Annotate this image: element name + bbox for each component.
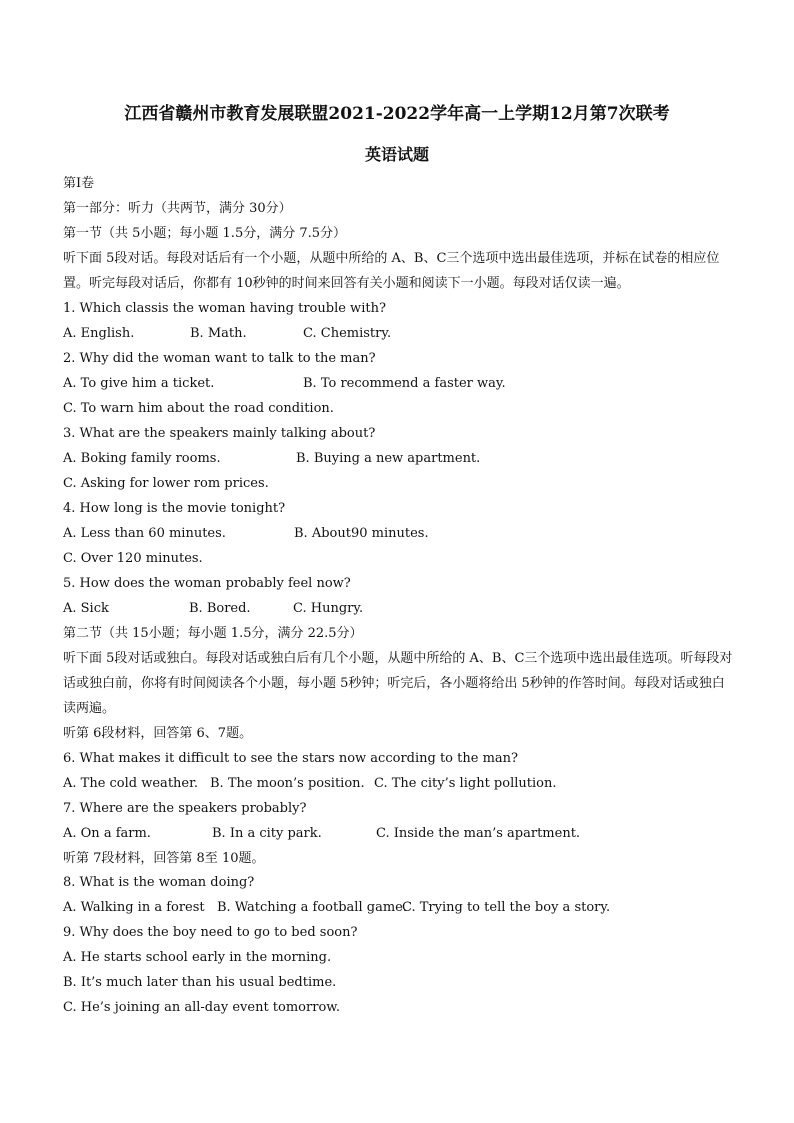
option-a: A. He starts school early in the morning. <box>63 950 332 965</box>
exam-subtitle: 英语试题 <box>364 145 429 164</box>
option-b: B. Buying a new apartment. <box>296 451 481 466</box>
question-stem: 5. How does the woman probably feel now? <box>63 576 351 591</box>
option-c: C. Over 120 minutes. <box>63 551 203 566</box>
question-stem: 8. What is the woman doing? <box>63 875 255 890</box>
option-c: C. Inside the man’s apartment. <box>376 826 581 841</box>
material-6-note: 听第 6段材料，回答第 6、7题。 <box>63 726 253 741</box>
option-a: A. Sick <box>63 601 109 616</box>
option-c: C. Chemistry. <box>303 326 392 341</box>
question-stem: 6. What makes it difficult to see the stars now according to the man? <box>63 751 518 766</box>
option-b: B. It’s much later than his usual bedtime. <box>63 975 337 990</box>
option-a: A. Less than 60 minutes. <box>63 526 226 541</box>
question-stem: 3. What are the speakers mainly talking about? <box>63 426 376 441</box>
section2-heading: 第二节（共 15小题；每小题 1.5分，满分 22.5分） <box>63 626 363 641</box>
option-c: C. To warn him about the road condition. <box>63 401 334 416</box>
question-stem: 2. Why did the woman want to talk to the man? <box>63 351 376 366</box>
question-stem: 7. Where are the speakers probably? <box>63 801 307 816</box>
option-b: B. Math. <box>190 326 247 341</box>
option-c: C. Asking for lower rom prices. <box>63 476 269 491</box>
option-b: B. About90 minutes. <box>294 526 429 541</box>
material-7-note: 听第 7段材料，回答第 8至 10题。 <box>63 851 265 866</box>
question-stem: 9. Why does the boy need to go to bed soon? <box>63 925 358 940</box>
question-stem: 1. Which classis the woman having trouble with? <box>63 301 386 316</box>
option-b: B. Watching a football game. <box>217 900 407 915</box>
option-b: B. Bored. <box>189 601 251 616</box>
option-a: A. Boking family rooms. <box>63 451 221 466</box>
section1-heading: 第一节（共 5小题；每小题 1.5分，满分 7.5分） <box>63 226 347 241</box>
volume-label: 第Ⅰ卷 <box>63 176 95 191</box>
option-c: C. He’s joining an all-day event tomorrow. <box>63 1000 340 1015</box>
option-b: B. To recommend a faster way. <box>303 376 506 391</box>
question-stem: 4. How long is the movie tonight? <box>63 501 286 516</box>
option-a: A. On a farm. <box>63 826 151 841</box>
option-c: C. Hungry. <box>293 601 364 616</box>
option-b: B. In a city park. <box>212 826 322 841</box>
part1-heading: 第一部分：听力（共两节，满分 30分） <box>63 201 292 216</box>
section2-instructions: 听下面 5段对话或独白。每段对话或独白后有几个小题，从题中所给的 A、B、C三个选项中选出最佳选项。听每段对话或独白前，你将有时间阅读各个小题，每小题 5秒钟；听完后，各小题将给出 5秒钟的作答时间。每段对话或独白读两遍。 <box>63 651 733 716</box>
section1-instructions: 听下面 5段对话。每段对话后有一个小题，从题中所给的 A、B、C三个选项中选出最佳选项，并标在试卷的相应位置。听完每段对话后，你都有 10秒钟的时间来回答有关小题和阅读下一小题。每段对话仅读一遍。 <box>63 251 720 291</box>
option-c: C. The city’s light pollution. <box>374 776 557 791</box>
option-a: A. Walking in a forest <box>63 900 205 915</box>
option-b: B. The moon’s position. <box>210 776 365 791</box>
option-c: C. Trying to tell the boy a story. <box>402 900 611 915</box>
option-a: A. English. <box>63 326 135 341</box>
exam-title: 江西省赣州市教育发展联盟2021-2022学年高一上学期12月第7次联考 <box>124 104 670 124</box>
option-a: A. The cold weather. <box>63 776 199 791</box>
option-a: A. To give him a ticket. <box>63 376 215 391</box>
